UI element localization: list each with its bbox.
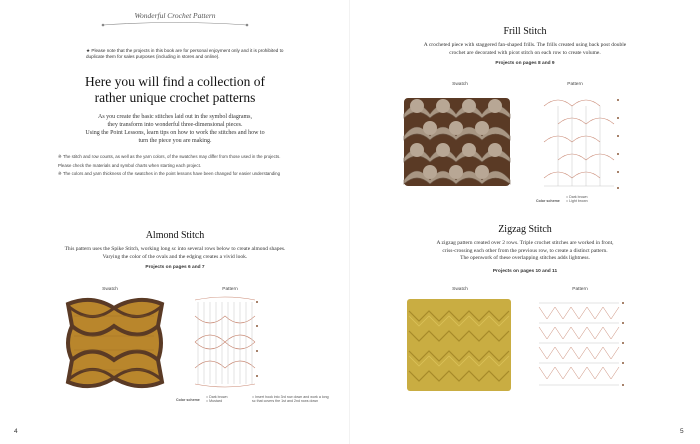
header-badge: [95, 7, 255, 29]
almond-spike-legend: [252, 395, 334, 403]
legend-entry: sc that covers the 1st and 2nd rows down: [252, 399, 319, 403]
desc-line: A crocheted piece with staggered fan-shaped frills. The frills created using back post double: [423, 42, 627, 48]
desc-line: crochet are decorated with picot stitch on each row to create volume.: [449, 49, 601, 56]
frill-description: [375, 42, 675, 57]
frill-swatch-label: Swatch: [452, 82, 468, 87]
note-line: ※ The colors and yarn thickness of the swatches in the point lessons have been changed for easier understanding: [58, 171, 281, 176]
zigzag-title: Zigzag Stitch: [498, 224, 552, 235]
legend-entry: = Mustard: [206, 399, 223, 403]
headline-line: Here you will find a collection of: [85, 74, 265, 89]
desc-line: This pattern uses the Spike Stitch, working long sc into several rows below to create almond shapes.: [64, 246, 286, 252]
frill-pattern-label: Pattern: [567, 82, 583, 87]
page-number-left: 4: [14, 428, 18, 435]
header-badge-text: Wonderful Crochet Pattern: [134, 11, 216, 20]
zigzag-projects: Projects on pages 10 and 11: [492, 269, 558, 274]
intro-text: [60, 113, 290, 145]
desc-line: Varying the color of the ovals and the edging creates a vivid look.: [102, 253, 248, 260]
headline-line: rather unique crochet patterns: [94, 90, 256, 105]
note-line: ※ The stitch and row counts, as well as the yarn colors, of the swatches may differ from those used in the projects.: [58, 154, 281, 159]
page-number-right: 5: [680, 428, 684, 435]
almond-color-scheme-label: Color scheme: [176, 398, 200, 402]
intro-line: Using the Point Lessons, learn tips on how to work the stitches and how to: [85, 130, 265, 136]
frill-pattern-chart: [538, 92, 623, 194]
intro-line: turn the piece you are making.: [138, 138, 212, 144]
almond-swatch-label: Swatch: [102, 287, 118, 292]
zigzag-description: [375, 240, 675, 263]
desc-line: A zigzag pattern created over 2 rows. Triple crochet stitches are worked in front,: [436, 240, 614, 246]
almond-pattern-label: Pattern: [222, 287, 238, 292]
almond-pattern-chart: [190, 296, 260, 388]
frill-title: Frill Stitch: [503, 26, 547, 37]
legend-entry: = Light brown: [566, 199, 588, 203]
legend-entry: = Dark brown: [206, 395, 228, 399]
usage-notice: ★ Please note that the projects in this book are for personal enjoyment only and it is prohibited to duplicate them for sales purposes (including in stores and online).: [86, 48, 284, 59]
desc-line: The openwork of these overlapping stitches adds lightness.: [460, 255, 590, 261]
page-headline: [55, 74, 295, 106]
almond-projects: Projects on pages 6 and 7: [145, 265, 205, 270]
frill-color-scheme-label: Color scheme: [536, 199, 560, 203]
notes: [58, 153, 298, 179]
almond-swatch-image: [62, 296, 166, 390]
almond-legend: [206, 395, 246, 403]
legend-entry: = Insert hook into 3rd row down and work a long: [252, 395, 329, 399]
zigzag-pattern-chart: [535, 297, 627, 391]
almond-description: [20, 246, 330, 261]
note-line: Please check the materials and symbol charts when starting each project.: [58, 162, 202, 168]
frill-legend: [566, 195, 616, 203]
intro-line: they transform into wonderful three-dimensional pieces.: [107, 122, 243, 128]
legend-entry: = Dark brown: [566, 195, 588, 199]
intro-line: As you create the basic stitches laid out in the symbol diagrams,: [98, 114, 252, 120]
frill-projects: Projects on pages 8 and 9: [495, 61, 555, 66]
page-gutter: [349, 0, 350, 444]
desc-line: criss-crossing each other from the previous row, to create a distinct pattern.: [442, 247, 608, 254]
frill-swatch-image: [400, 92, 515, 190]
almond-title: Almond Stitch: [145, 230, 205, 241]
zigzag-swatch-label: Swatch: [452, 287, 468, 292]
zigzag-swatch-image: [405, 297, 513, 393]
zigzag-pattern-label: Pattern: [572, 287, 588, 292]
